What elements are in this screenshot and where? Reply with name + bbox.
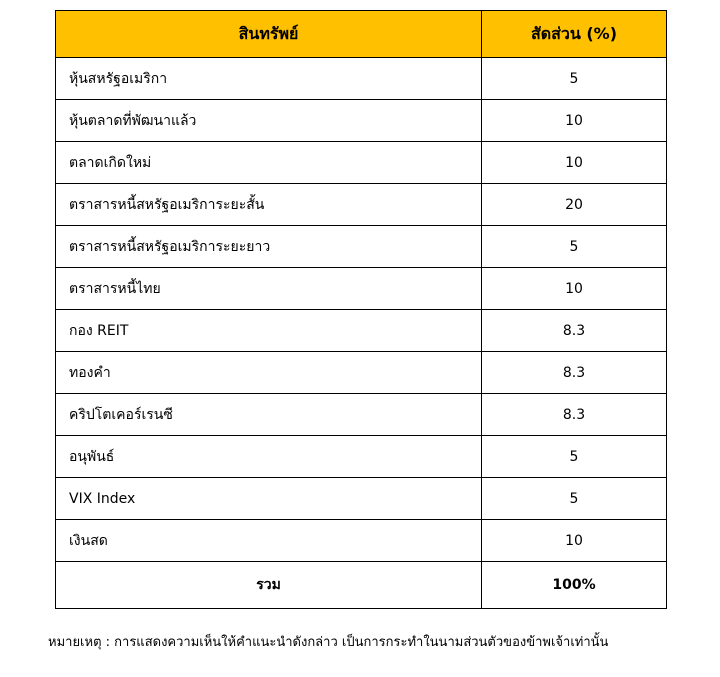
percent-cell: 8.3 [482,310,667,352]
percent-cell: 5 [482,436,667,478]
percent-cell: 10 [482,268,667,310]
asset-cell: เงินสด [56,520,482,562]
asset-cell: ตราสารหนี้สหรัฐอเมริการะยะยาว [56,226,482,268]
total-percent: 100% [482,562,667,609]
table-row [56,478,667,520]
header-asset: สินทรัพย์ [56,11,482,58]
table-header-row [56,11,667,58]
table-row [56,100,667,142]
asset-cell: VIX Index [56,478,482,520]
disclaimer-note: หมายเหตุ : การแสดงความเห็นให้คำแนะนำดังกล่าว เป็นการกระทำในนามส่วนตัวของข้าพเจ้าเท่านั้น [48,635,609,650]
asset-cell: อนุพันธ์ [56,436,482,478]
table-row [56,268,667,310]
asset-cell: หุ้นสหรัฐอเมริกา [56,58,482,100]
table-row [56,394,667,436]
table-row [56,142,667,184]
table-row [56,226,667,268]
table-row [56,310,667,352]
total-label: รวม [56,562,482,609]
asset-cell: ตราสารหนี้สหรัฐอเมริการะยะสั้น [56,184,482,226]
table-row [56,352,667,394]
percent-cell: 5 [482,478,667,520]
percent-cell: 10 [482,100,667,142]
percent-cell: 8.3 [482,352,667,394]
allocation-table-container [55,10,666,609]
asset-cell: คริปโตเคอร์เรนซี [56,394,482,436]
asset-cell: ตราสารหนี้ไทย [56,268,482,310]
percent-cell: 8.3 [482,394,667,436]
asset-cell: หุ้นตลาดที่พัฒนาแล้ว [56,100,482,142]
allocation-table [55,10,667,609]
table-row [56,184,667,226]
percent-cell: 10 [482,520,667,562]
asset-cell: กอง REIT [56,310,482,352]
asset-cell: ทองคำ [56,352,482,394]
table-total-row [56,562,667,609]
table-row [56,58,667,100]
header-percent: สัดส่วน (%) [482,11,667,58]
percent-cell: 10 [482,142,667,184]
table-row [56,436,667,478]
percent-cell: 20 [482,184,667,226]
asset-cell: ตลาดเกิดใหม่ [56,142,482,184]
percent-cell: 5 [482,226,667,268]
percent-cell: 5 [482,58,667,100]
table-row [56,520,667,562]
